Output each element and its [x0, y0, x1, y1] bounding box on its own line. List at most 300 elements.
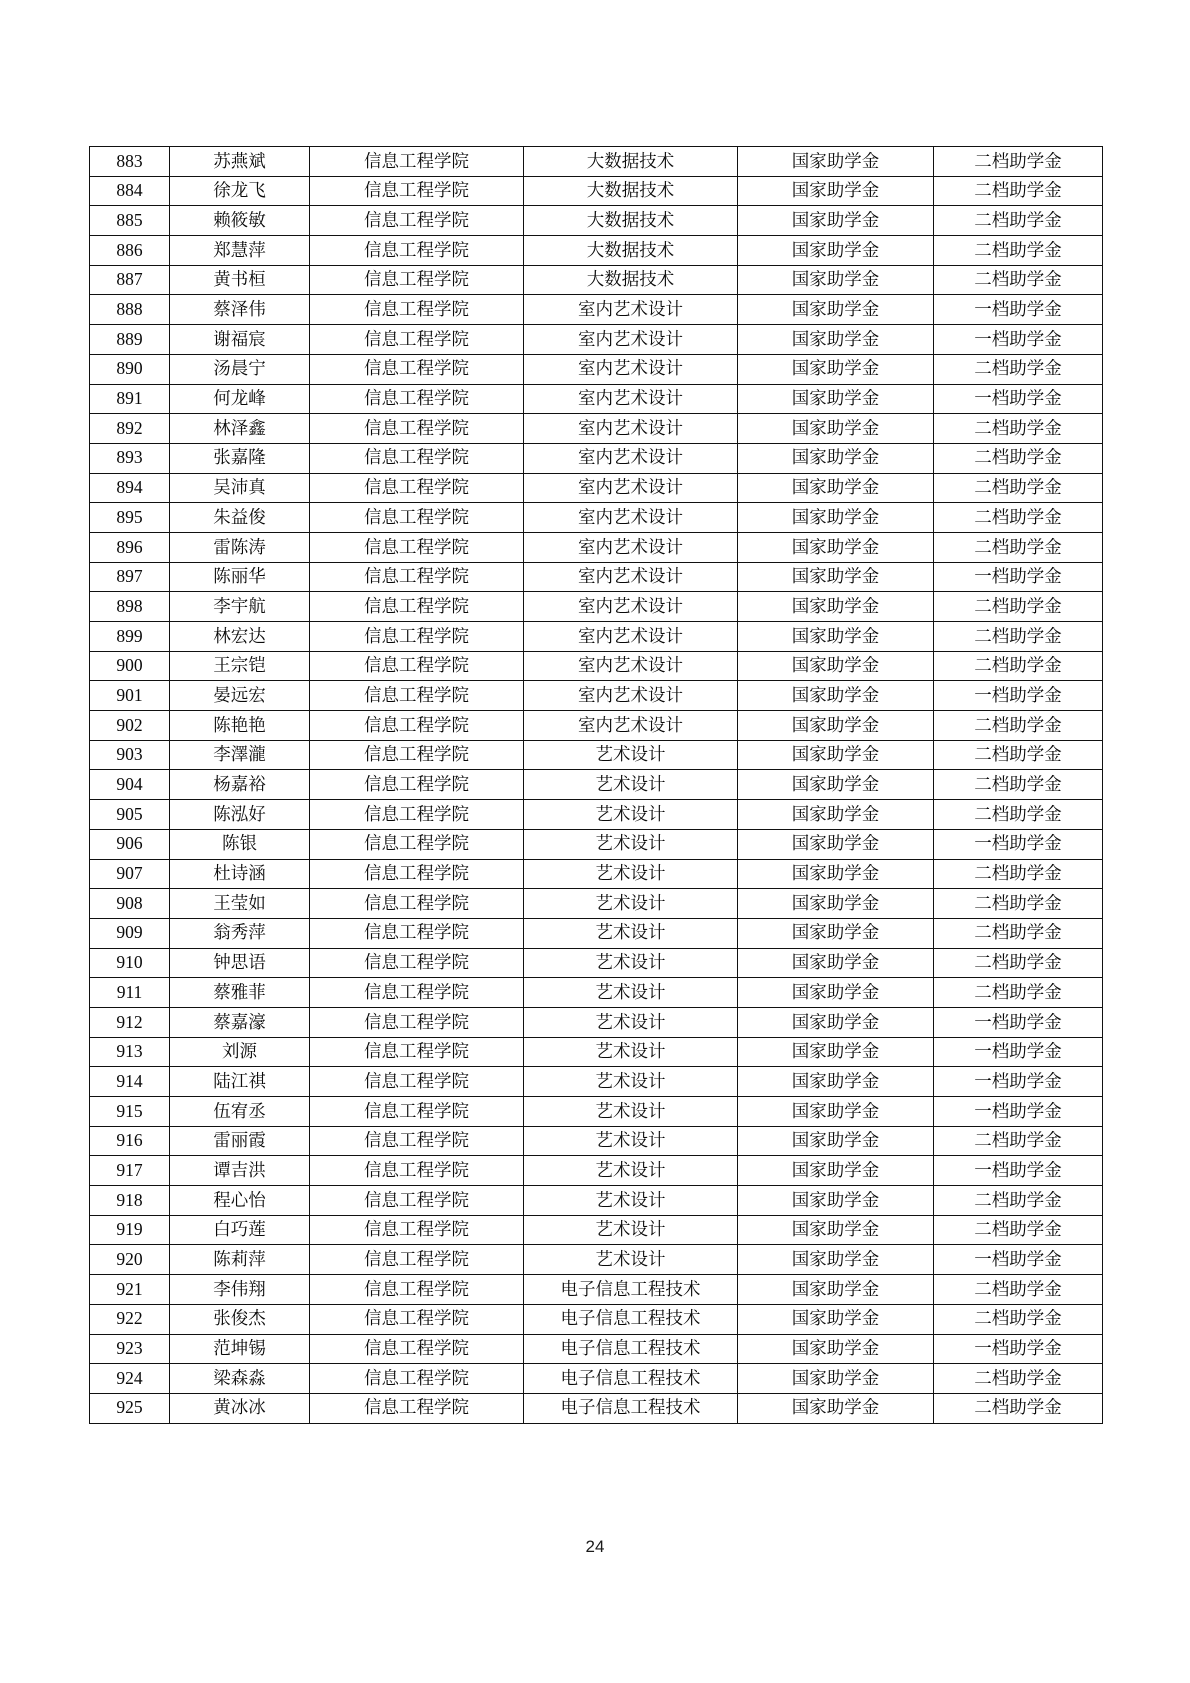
major-cell: 艺术设计	[524, 1126, 738, 1156]
tier-cell: 二档助学金	[934, 1275, 1103, 1305]
college-cell: 信息工程学院	[310, 711, 524, 741]
serial-cell: 920	[90, 1245, 170, 1275]
college-cell: 信息工程学院	[310, 325, 524, 355]
serial-cell: 925	[90, 1393, 170, 1423]
serial-cell: 884	[90, 176, 170, 206]
college-cell: 信息工程学院	[310, 1037, 524, 1067]
tier-cell: 二档助学金	[934, 354, 1103, 384]
serial-cell: 902	[90, 711, 170, 741]
student-name-cell: 晏远宏	[170, 681, 310, 711]
serial-cell: 894	[90, 473, 170, 503]
tier-cell: 一档助学金	[934, 325, 1103, 355]
table-row	[90, 503, 1103, 533]
table-row	[90, 622, 1103, 652]
serial-cell: 911	[90, 978, 170, 1008]
major-cell: 室内艺术设计	[524, 622, 738, 652]
table-row	[90, 562, 1103, 592]
table-row	[90, 176, 1103, 206]
major-cell: 艺术设计	[524, 889, 738, 919]
student-name-cell: 张俊杰	[170, 1304, 310, 1334]
college-cell: 信息工程学院	[310, 622, 524, 652]
program-cell: 国家助学金	[738, 681, 934, 711]
program-cell: 国家助学金	[738, 443, 934, 473]
program-cell: 国家助学金	[738, 1393, 934, 1423]
student-name-cell: 李澤瀧	[170, 740, 310, 770]
college-cell: 信息工程学院	[310, 1393, 524, 1423]
student-name-cell: 白巧莲	[170, 1215, 310, 1245]
major-cell: 室内艺术设计	[524, 651, 738, 681]
program-cell: 国家助学金	[738, 503, 934, 533]
student-name-cell: 雷陈涛	[170, 532, 310, 562]
serial-cell: 914	[90, 1067, 170, 1097]
student-name-cell: 杨嘉裕	[170, 770, 310, 800]
college-cell: 信息工程学院	[310, 443, 524, 473]
tier-cell: 一档助学金	[934, 829, 1103, 859]
tier-cell: 一档助学金	[934, 1334, 1103, 1364]
program-cell: 国家助学金	[738, 1186, 934, 1216]
serial-cell: 906	[90, 829, 170, 859]
serial-cell: 913	[90, 1037, 170, 1067]
tier-cell: 二档助学金	[934, 443, 1103, 473]
student-name-cell: 陈丽华	[170, 562, 310, 592]
student-name-cell: 赖筱敏	[170, 206, 310, 236]
college-cell: 信息工程学院	[310, 889, 524, 919]
tier-cell: 二档助学金	[934, 147, 1103, 177]
tier-cell: 二档助学金	[934, 592, 1103, 622]
student-name-cell: 刘源	[170, 1037, 310, 1067]
tier-cell: 一档助学金	[934, 1007, 1103, 1037]
serial-cell: 896	[90, 532, 170, 562]
serial-cell: 923	[90, 1334, 170, 1364]
tier-cell: 一档助学金	[934, 1156, 1103, 1186]
tier-cell: 二档助学金	[934, 236, 1103, 266]
program-cell: 国家助学金	[738, 1334, 934, 1364]
program-cell: 国家助学金	[738, 384, 934, 414]
tier-cell: 二档助学金	[934, 1304, 1103, 1334]
program-cell: 国家助学金	[738, 1275, 934, 1305]
student-name-cell: 黄冰冰	[170, 1393, 310, 1423]
program-cell: 国家助学金	[738, 206, 934, 236]
student-name-cell: 蔡嘉濠	[170, 1007, 310, 1037]
major-cell: 室内艺术设计	[524, 443, 738, 473]
tier-cell: 二档助学金	[934, 889, 1103, 919]
major-cell: 艺术设计	[524, 859, 738, 889]
table-row	[90, 711, 1103, 741]
serial-cell: 892	[90, 414, 170, 444]
table-row	[90, 1126, 1103, 1156]
tier-cell: 二档助学金	[934, 176, 1103, 206]
college-cell: 信息工程学院	[310, 532, 524, 562]
tier-cell: 二档助学金	[934, 473, 1103, 503]
program-cell: 国家助学金	[738, 295, 934, 325]
program-cell: 国家助学金	[738, 236, 934, 266]
college-cell: 信息工程学院	[310, 1186, 524, 1216]
college-cell: 信息工程学院	[310, 473, 524, 503]
major-cell: 大数据技术	[524, 176, 738, 206]
tier-cell: 二档助学金	[934, 265, 1103, 295]
student-name-cell: 李宇航	[170, 592, 310, 622]
student-name-cell: 苏燕斌	[170, 147, 310, 177]
student-name-cell: 翁秀萍	[170, 918, 310, 948]
college-cell: 信息工程学院	[310, 1156, 524, 1186]
student-name-cell: 林宏达	[170, 622, 310, 652]
program-cell: 国家助学金	[738, 1215, 934, 1245]
tier-cell: 二档助学金	[934, 948, 1103, 978]
college-cell: 信息工程学院	[310, 354, 524, 384]
student-name-cell: 郑慧萍	[170, 236, 310, 266]
table-row	[90, 265, 1103, 295]
college-cell: 信息工程学院	[310, 859, 524, 889]
major-cell: 电子信息工程技术	[524, 1364, 738, 1394]
college-cell: 信息工程学院	[310, 1245, 524, 1275]
tier-cell: 二档助学金	[934, 206, 1103, 236]
student-name-cell: 陆江祺	[170, 1067, 310, 1097]
student-name-cell: 蔡泽伟	[170, 295, 310, 325]
program-cell: 国家助学金	[738, 1037, 934, 1067]
major-cell: 大数据技术	[524, 236, 738, 266]
serial-cell: 889	[90, 325, 170, 355]
table-row	[90, 1156, 1103, 1186]
table-row	[90, 1007, 1103, 1037]
student-name-cell: 钟思语	[170, 948, 310, 978]
tier-cell: 一档助学金	[934, 1097, 1103, 1127]
serial-cell: 924	[90, 1364, 170, 1394]
student-name-cell: 陈艳艳	[170, 711, 310, 741]
serial-cell: 898	[90, 592, 170, 622]
serial-cell: 915	[90, 1097, 170, 1127]
college-cell: 信息工程学院	[310, 740, 524, 770]
major-cell: 室内艺术设计	[524, 384, 738, 414]
page-number: 24	[585, 1537, 605, 1556]
table-row	[90, 443, 1103, 473]
serial-cell: 885	[90, 206, 170, 236]
program-cell: 国家助学金	[738, 354, 934, 384]
table-row	[90, 147, 1103, 177]
major-cell: 室内艺术设计	[524, 711, 738, 741]
major-cell: 室内艺术设计	[524, 592, 738, 622]
student-name-cell: 陈泓好	[170, 800, 310, 830]
program-cell: 国家助学金	[738, 325, 934, 355]
student-name-cell: 梁森淼	[170, 1364, 310, 1394]
table-row	[90, 889, 1103, 919]
student-name-cell: 程心怡	[170, 1186, 310, 1216]
scholarship-table	[89, 146, 1103, 1424]
tier-cell: 一档助学金	[934, 295, 1103, 325]
major-cell: 室内艺术设计	[524, 295, 738, 325]
serial-cell: 887	[90, 265, 170, 295]
major-cell: 艺术设计	[524, 978, 738, 1008]
table-row	[90, 206, 1103, 236]
college-cell: 信息工程学院	[310, 651, 524, 681]
college-cell: 信息工程学院	[310, 414, 524, 444]
student-name-cell: 朱益俊	[170, 503, 310, 533]
student-name-cell: 陈莉萍	[170, 1245, 310, 1275]
student-name-cell: 王宗铠	[170, 651, 310, 681]
program-cell: 国家助学金	[738, 622, 934, 652]
program-cell: 国家助学金	[738, 592, 934, 622]
college-cell: 信息工程学院	[310, 1215, 524, 1245]
college-cell: 信息工程学院	[310, 295, 524, 325]
major-cell: 大数据技术	[524, 147, 738, 177]
tier-cell: 二档助学金	[934, 800, 1103, 830]
college-cell: 信息工程学院	[310, 918, 524, 948]
tier-cell: 一档助学金	[934, 1245, 1103, 1275]
major-cell: 室内艺术设计	[524, 681, 738, 711]
college-cell: 信息工程学院	[310, 1364, 524, 1394]
major-cell: 室内艺术设计	[524, 532, 738, 562]
table-row	[90, 295, 1103, 325]
program-cell: 国家助学金	[738, 918, 934, 948]
student-name-cell: 徐龙飞	[170, 176, 310, 206]
serial-cell: 883	[90, 147, 170, 177]
tier-cell: 二档助学金	[934, 1215, 1103, 1245]
major-cell: 艺术设计	[524, 1067, 738, 1097]
table-row	[90, 1186, 1103, 1216]
table-row	[90, 1393, 1103, 1423]
serial-cell: 886	[90, 236, 170, 266]
table-row	[90, 1097, 1103, 1127]
serial-cell: 897	[90, 562, 170, 592]
major-cell: 艺术设计	[524, 1037, 738, 1067]
tier-cell: 一档助学金	[934, 1067, 1103, 1097]
table-row	[90, 948, 1103, 978]
serial-cell: 901	[90, 681, 170, 711]
tier-cell: 二档助学金	[934, 622, 1103, 652]
table-row	[90, 1245, 1103, 1275]
major-cell: 室内艺术设计	[524, 354, 738, 384]
serial-cell: 903	[90, 740, 170, 770]
serial-cell: 908	[90, 889, 170, 919]
college-cell: 信息工程学院	[310, 384, 524, 414]
tier-cell: 二档助学金	[934, 414, 1103, 444]
student-name-cell: 范坤锡	[170, 1334, 310, 1364]
major-cell: 艺术设计	[524, 1007, 738, 1037]
serial-cell: 916	[90, 1126, 170, 1156]
table-row	[90, 532, 1103, 562]
major-cell: 大数据技术	[524, 265, 738, 295]
table-row	[90, 236, 1103, 266]
table-row	[90, 681, 1103, 711]
program-cell: 国家助学金	[738, 829, 934, 859]
serial-cell: 893	[90, 443, 170, 473]
college-cell: 信息工程学院	[310, 147, 524, 177]
college-cell: 信息工程学院	[310, 236, 524, 266]
tier-cell: 二档助学金	[934, 770, 1103, 800]
major-cell: 艺术设计	[524, 948, 738, 978]
table-row	[90, 1364, 1103, 1394]
table-row	[90, 859, 1103, 889]
serial-cell: 922	[90, 1304, 170, 1334]
program-cell: 国家助学金	[738, 1364, 934, 1394]
major-cell: 艺术设计	[524, 1215, 738, 1245]
program-cell: 国家助学金	[738, 1156, 934, 1186]
college-cell: 信息工程学院	[310, 176, 524, 206]
college-cell: 信息工程学院	[310, 770, 524, 800]
program-cell: 国家助学金	[738, 1304, 934, 1334]
serial-cell: 909	[90, 918, 170, 948]
program-cell: 国家助学金	[738, 800, 934, 830]
major-cell: 艺术设计	[524, 1097, 738, 1127]
table-row	[90, 978, 1103, 1008]
program-cell: 国家助学金	[738, 1097, 934, 1127]
major-cell: 艺术设计	[524, 1156, 738, 1186]
serial-cell: 907	[90, 859, 170, 889]
major-cell: 电子信息工程技术	[524, 1304, 738, 1334]
program-cell: 国家助学金	[738, 740, 934, 770]
college-cell: 信息工程学院	[310, 1275, 524, 1305]
college-cell: 信息工程学院	[310, 265, 524, 295]
major-cell: 室内艺术设计	[524, 414, 738, 444]
college-cell: 信息工程学院	[310, 1097, 524, 1127]
program-cell: 国家助学金	[738, 1245, 934, 1275]
student-name-cell: 林泽鑫	[170, 414, 310, 444]
tier-cell: 二档助学金	[934, 918, 1103, 948]
college-cell: 信息工程学院	[310, 562, 524, 592]
serial-cell: 919	[90, 1215, 170, 1245]
major-cell: 艺术设计	[524, 770, 738, 800]
program-cell: 国家助学金	[738, 651, 934, 681]
serial-cell: 910	[90, 948, 170, 978]
table-row	[90, 829, 1103, 859]
serial-cell: 917	[90, 1156, 170, 1186]
student-name-cell: 雷丽霞	[170, 1126, 310, 1156]
table-row	[90, 325, 1103, 355]
serial-cell: 912	[90, 1007, 170, 1037]
major-cell: 艺术设计	[524, 740, 738, 770]
college-cell: 信息工程学院	[310, 1067, 524, 1097]
student-name-cell: 黄书桓	[170, 265, 310, 295]
tier-cell: 二档助学金	[934, 1126, 1103, 1156]
program-cell: 国家助学金	[738, 1007, 934, 1037]
major-cell: 室内艺术设计	[524, 473, 738, 503]
student-name-cell: 李伟翔	[170, 1275, 310, 1305]
table-row	[90, 384, 1103, 414]
college-cell: 信息工程学院	[310, 206, 524, 236]
student-name-cell: 谭吉洪	[170, 1156, 310, 1186]
table-row	[90, 770, 1103, 800]
table-row	[90, 1334, 1103, 1364]
table-row	[90, 651, 1103, 681]
serial-cell: 890	[90, 354, 170, 384]
tier-cell: 二档助学金	[934, 1393, 1103, 1423]
major-cell: 电子信息工程技术	[524, 1334, 738, 1364]
table-row	[90, 473, 1103, 503]
major-cell: 电子信息工程技术	[524, 1275, 738, 1305]
tier-cell: 二档助学金	[934, 503, 1103, 533]
tier-cell: 二档助学金	[934, 651, 1103, 681]
tier-cell: 二档助学金	[934, 740, 1103, 770]
college-cell: 信息工程学院	[310, 503, 524, 533]
college-cell: 信息工程学院	[310, 829, 524, 859]
program-cell: 国家助学金	[738, 562, 934, 592]
table-row	[90, 354, 1103, 384]
major-cell: 艺术设计	[524, 829, 738, 859]
table-row	[90, 414, 1103, 444]
serial-cell: 895	[90, 503, 170, 533]
major-cell: 艺术设计	[524, 918, 738, 948]
serial-cell: 900	[90, 651, 170, 681]
tier-cell: 二档助学金	[934, 711, 1103, 741]
student-name-cell: 陈银	[170, 829, 310, 859]
program-cell: 国家助学金	[738, 889, 934, 919]
college-cell: 信息工程学院	[310, 681, 524, 711]
major-cell: 艺术设计	[524, 1245, 738, 1275]
serial-cell: 899	[90, 622, 170, 652]
program-cell: 国家助学金	[738, 948, 934, 978]
student-name-cell: 吴沛真	[170, 473, 310, 503]
student-name-cell: 何龙峰	[170, 384, 310, 414]
serial-cell: 888	[90, 295, 170, 325]
tier-cell: 二档助学金	[934, 532, 1103, 562]
program-cell: 国家助学金	[738, 1067, 934, 1097]
major-cell: 艺术设计	[524, 1186, 738, 1216]
table-row	[90, 1215, 1103, 1245]
student-name-cell: 杜诗涵	[170, 859, 310, 889]
student-name-cell: 汤晨宁	[170, 354, 310, 384]
program-cell: 国家助学金	[738, 473, 934, 503]
tier-cell: 一档助学金	[934, 562, 1103, 592]
college-cell: 信息工程学院	[310, 1304, 524, 1334]
student-name-cell: 张嘉隆	[170, 443, 310, 473]
program-cell: 国家助学金	[738, 414, 934, 444]
college-cell: 信息工程学院	[310, 592, 524, 622]
table-row	[90, 918, 1103, 948]
student-name-cell: 谢福宸	[170, 325, 310, 355]
college-cell: 信息工程学院	[310, 1126, 524, 1156]
major-cell: 艺术设计	[524, 800, 738, 830]
table-row	[90, 1304, 1103, 1334]
college-cell: 信息工程学院	[310, 1334, 524, 1364]
program-cell: 国家助学金	[738, 532, 934, 562]
program-cell: 国家助学金	[738, 711, 934, 741]
tier-cell: 一档助学金	[934, 1037, 1103, 1067]
college-cell: 信息工程学院	[310, 978, 524, 1008]
table-row	[90, 740, 1103, 770]
serial-cell: 891	[90, 384, 170, 414]
college-cell: 信息工程学院	[310, 1007, 524, 1037]
serial-cell: 904	[90, 770, 170, 800]
program-cell: 国家助学金	[738, 1126, 934, 1156]
student-name-cell: 王莹如	[170, 889, 310, 919]
table-row	[90, 592, 1103, 622]
table-row	[90, 1275, 1103, 1305]
tier-cell: 一档助学金	[934, 681, 1103, 711]
program-cell: 国家助学金	[738, 147, 934, 177]
college-cell: 信息工程学院	[310, 800, 524, 830]
table-row	[90, 800, 1103, 830]
program-cell: 国家助学金	[738, 176, 934, 206]
table-row	[90, 1037, 1103, 1067]
major-cell: 室内艺术设计	[524, 503, 738, 533]
major-cell: 电子信息工程技术	[524, 1393, 738, 1423]
tier-cell: 一档助学金	[934, 384, 1103, 414]
tier-cell: 二档助学金	[934, 1186, 1103, 1216]
college-cell: 信息工程学院	[310, 948, 524, 978]
student-name-cell: 伍宥丞	[170, 1097, 310, 1127]
serial-cell: 905	[90, 800, 170, 830]
tier-cell: 二档助学金	[934, 859, 1103, 889]
tier-cell: 二档助学金	[934, 1364, 1103, 1394]
serial-cell: 918	[90, 1186, 170, 1216]
program-cell: 国家助学金	[738, 978, 934, 1008]
program-cell: 国家助学金	[738, 859, 934, 889]
major-cell: 室内艺术设计	[524, 562, 738, 592]
tier-cell: 二档助学金	[934, 978, 1103, 1008]
major-cell: 大数据技术	[524, 206, 738, 236]
serial-cell: 921	[90, 1275, 170, 1305]
program-cell: 国家助学金	[738, 770, 934, 800]
program-cell: 国家助学金	[738, 265, 934, 295]
